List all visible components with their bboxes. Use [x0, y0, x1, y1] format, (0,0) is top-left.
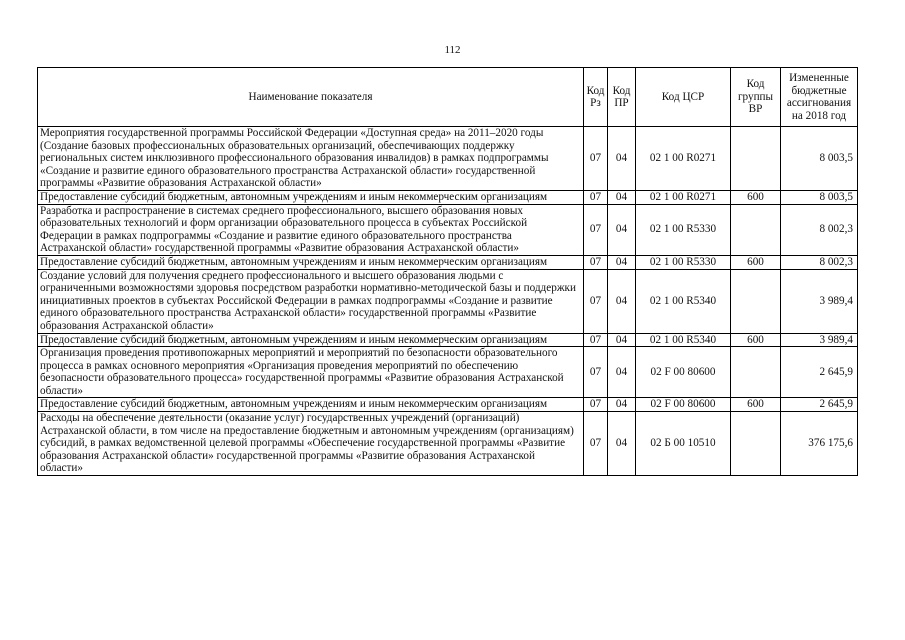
- row-vr: [731, 269, 781, 333]
- row-rz: 07: [584, 412, 608, 476]
- table-row: [38, 190, 858, 204]
- row-vr: [731, 412, 781, 476]
- row-vr: 600: [731, 255, 781, 269]
- table-row: [38, 398, 858, 412]
- row-csr: 02 1 00 R0271: [636, 127, 731, 191]
- row-vr: 600: [731, 190, 781, 204]
- table-row: [38, 269, 858, 333]
- page-number: 112: [444, 44, 461, 56]
- row-vr: 600: [731, 333, 781, 347]
- row-name: Предоставление субсидий бюджетным, автономным учреждениям и иным некоммерческим организациям: [38, 190, 584, 204]
- header-amount: Измененные бюджетные ассигнования на 2018 год: [781, 68, 858, 127]
- row-pr: 04: [608, 333, 636, 347]
- budget-table: [37, 67, 858, 476]
- table-row: [38, 333, 858, 347]
- row-pr: 04: [608, 412, 636, 476]
- row-name: Расходы на обеспечение деятельности (оказание услуг) государственных учреждений (организаций) Астраханской области, в том числе на предоставление бюджетным и автономным учреждениям (организациям) субсидий, в рамках ведомственной целевой программы «Обеспечение государственной программы «Развитие образования Астраханской области» государственной программы «Развитие образования Астраханской области»: [38, 412, 584, 476]
- row-csr: 02 Б 00 10510: [636, 412, 731, 476]
- row-rz: 07: [584, 269, 608, 333]
- header-pr: Код ПР: [608, 68, 636, 127]
- row-vr: 600: [731, 398, 781, 412]
- table-row: [38, 204, 858, 255]
- table-row: [38, 255, 858, 269]
- table-row: [38, 347, 858, 398]
- table-row: [38, 412, 858, 476]
- table-row: [38, 127, 858, 191]
- row-pr: 04: [608, 269, 636, 333]
- row-csr: 02 1 00 R5330: [636, 255, 731, 269]
- row-amount: 3 989,4: [781, 333, 858, 347]
- row-amount: 8 002,3: [781, 204, 858, 255]
- row-name: Мероприятия государственной программы Российской Федерации «Доступная среда» на 2011–2020 годы (Создание базовых профессиональных образовательных организаций, обеспечивающих поддержку региональных систем инклюзивного профессионального образования инвалидов) в рамках подпрограммы «Создание и развитие единого образовательного пространства Астраханской области» государственной программы «Развитие образования Астраханской области»: [38, 127, 584, 191]
- row-rz: 07: [584, 255, 608, 269]
- row-amount: 376 175,6: [781, 412, 858, 476]
- row-pr: 04: [608, 255, 636, 269]
- row-csr: 02 1 00 R5340: [636, 269, 731, 333]
- header-rz: Код Рз: [584, 68, 608, 127]
- row-pr: 04: [608, 347, 636, 398]
- row-csr: 02 F 00 80600: [636, 347, 731, 398]
- row-pr: 04: [608, 190, 636, 204]
- header-csr: Код ЦСР: [636, 68, 731, 127]
- row-name: Разработка и распространение в системах среднего профессионального, высшего образования новых образовательных технологий и форм организации образовательного процесса в субъектах Российской Федерации в рамках подпрограммы «Создание и развитие единого образовательного пространства Астраханской области» государственной программы «Развитие образования Астраханской области»: [38, 204, 584, 255]
- row-rz: 07: [584, 398, 608, 412]
- row-rz: 07: [584, 190, 608, 204]
- row-name: Предоставление субсидий бюджетным, автономным учреждениям и иным некоммерческим организациям: [38, 255, 584, 269]
- row-rz: 07: [584, 333, 608, 347]
- row-amount: 2 645,9: [781, 347, 858, 398]
- row-amount: 8 002,3: [781, 255, 858, 269]
- row-csr: 02 1 00 R5330: [636, 204, 731, 255]
- row-pr: 04: [608, 398, 636, 412]
- row-name: Предоставление субсидий бюджетным, автономным учреждениям и иным некоммерческим организациям: [38, 333, 584, 347]
- row-rz: 07: [584, 347, 608, 398]
- row-amount: 2 645,9: [781, 398, 858, 412]
- row-vr: [731, 127, 781, 191]
- row-amount: 8 003,5: [781, 190, 858, 204]
- row-pr: 04: [608, 127, 636, 191]
- row-rz: 07: [584, 204, 608, 255]
- row-vr: [731, 347, 781, 398]
- row-amount: 8 003,5: [781, 127, 858, 191]
- row-name: Создание условий для получения среднего профессионального и высшего образования людьми с ограниченными возможностями здоровья посредством разработки нормативно-методической базы и поддержки инициативных проектов в субъектах Российской Федерации в рамках подпрограммы «Создание и развитие единого образовательного пространства Астраханской области» государственной программы «Развитие образования Астраханской области»: [38, 269, 584, 333]
- header-name: Наименование показателя: [38, 68, 584, 127]
- row-rz: 07: [584, 127, 608, 191]
- row-pr: 04: [608, 204, 636, 255]
- row-csr: 02 1 00 R5340: [636, 333, 731, 347]
- table-header-row: [38, 68, 858, 127]
- row-vr: [731, 204, 781, 255]
- row-name: Организация проведения противопожарных мероприятий и мероприятий по безопасности образовательного процесса в рамках основного мероприятия «Организация проведения мероприятий по обеспечению безопасности образовательного процесса» государственной программы «Развитие образования Астраханской области»: [38, 347, 584, 398]
- row-name: Предоставление субсидий бюджетным, автономным учреждениям и иным некоммерческим организациям: [38, 398, 584, 412]
- row-csr: 02 F 00 80600: [636, 398, 731, 412]
- header-vr: Код группы ВР: [731, 68, 781, 127]
- row-amount: 3 989,4: [781, 269, 858, 333]
- row-csr: 02 1 00 R0271: [636, 190, 731, 204]
